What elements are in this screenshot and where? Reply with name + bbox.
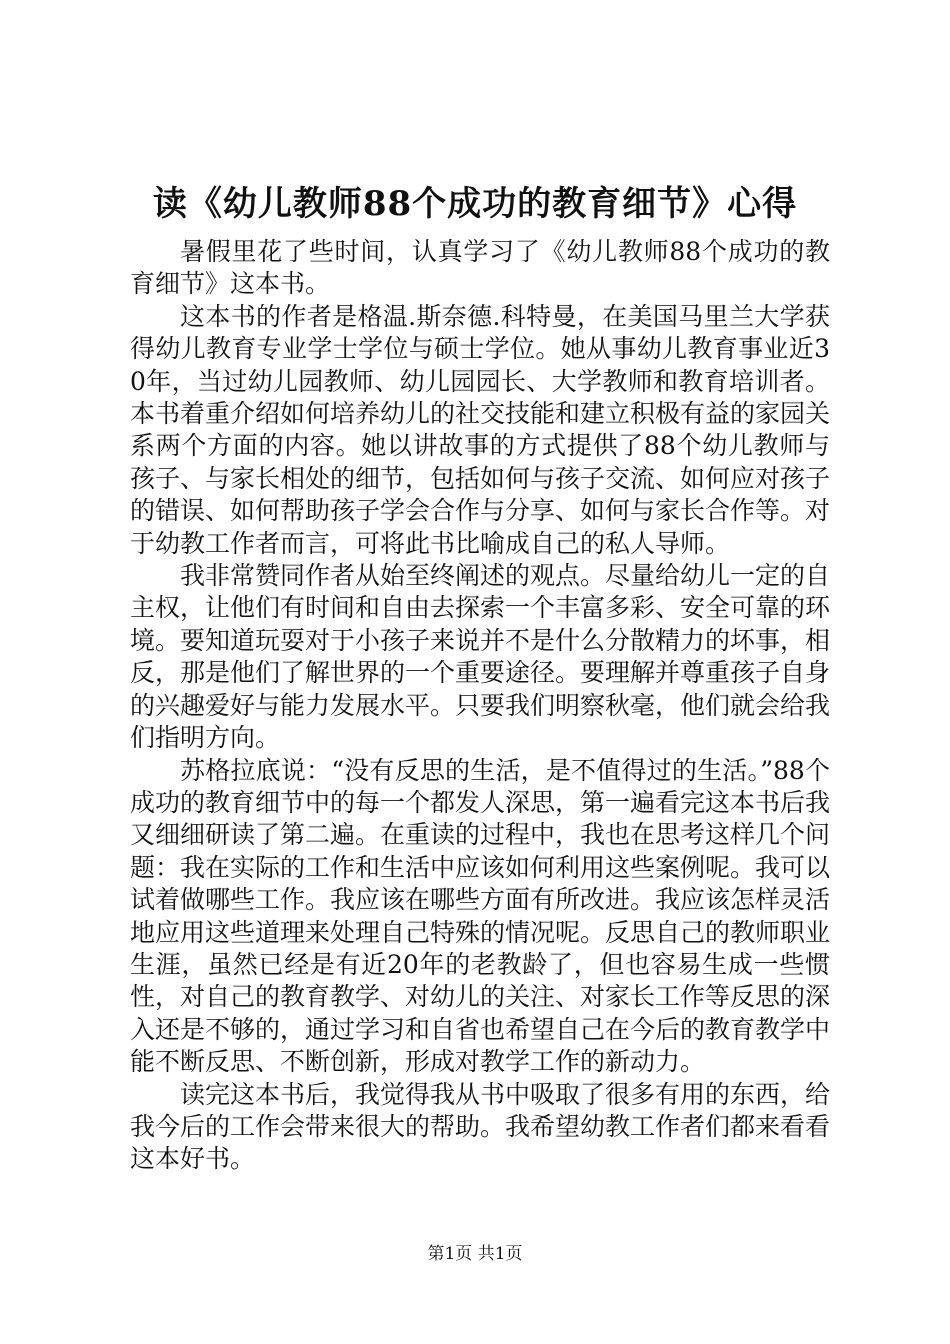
paragraph-1: 暑假里花了些时间，认真学习了《幼儿教师88个成功的教育细节》这本书。 — [130, 237, 830, 299]
paragraph-2: 这本书的作者是格温.斯奈德.科特曼，在美国马里兰大学获得幼儿教育专业学士学位与硕士学位。她从事幼儿教育事业近30年，当过幼儿园教师、幼儿园园长、大学教师和教育培训者。本书着重介绍如何培养幼儿的社交技能和建立积极有益的家园关系两个方面的内容。她以讲故事的方式提供了88个幼儿教师与孩子、与家长相处的细节，包括如何与孩子交流、如何应对孩子的错误、如何帮助孩子学会合作与分享、如何与家长合作等。对于幼教工作者而言，可将此书比喻成自己的私人导师。 — [130, 301, 831, 558]
document-body — [130, 236, 830, 1176]
paragraph-3: 我非常赞同作者从始至终阐述的观点。尽量给幼儿一定的自主权，让他们有时间和自由去探索一个丰富多彩、安全可靠的环境。要知道玩耍对于小孩子来说并不是什么分散精力的坏事，相反，那是他们了解世界的一个重要途径。要理解并尊重孩子自身的兴趣爱好与能力发展水平。只要我们明察秋毫，他们就会给我们指明方向。 — [130, 561, 831, 753]
paragraph-4: 苏格拉底说：“没有反思的生活，是不值得过的生活。”88个成功的教育细节中的每一个都发人深思，第一遍看完这本书后我又细细研读了第二遍。在重读的过程中，我也在思考这样几个问题：我在实际的工作和生活中应该如何利用这些案例呢。我可以试着做哪些工作。我应该在哪些方面有所改进。我应该怎样灵活地应用这些道理来处理自己特殊的情况呢。反思自己的教师职业生涯，虽然已经是有近20年的老教龄了，但也容易生成一些惯性，对自己的教育教学、对幼儿的关注、对家长工作等反思的深入还是不够的，通过学习和自省也希望自己在今后的教育教学中能不断反思、不断创新，形成对教学工作的新动力。 — [130, 755, 831, 1077]
document-title: 读《幼儿教师88个成功的教育细节》心得 — [152, 184, 798, 224]
paragraph-5: 读完这本书后，我觉得我从书中吸取了很多有用的东西，给我今后的工作会带来很大的帮助。我希望幼教工作者们都来看看这本好书。 — [130, 1079, 831, 1174]
page-number-footer: 第1页 共1页 — [427, 1244, 523, 1264]
